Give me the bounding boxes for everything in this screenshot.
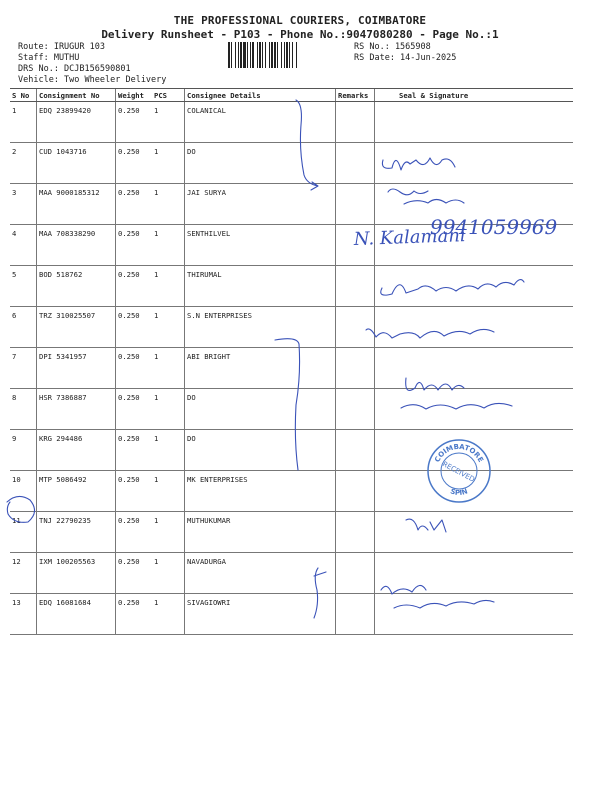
cell-consignment-no: TRZ 310025507 [37, 307, 116, 348]
table-row [10, 348, 573, 389]
cell-consignment-no: MTP 5086492 [37, 471, 116, 512]
cell-weight: 0.250 [116, 430, 153, 471]
drs-number: DRS No.: DCJB156590801 [18, 64, 131, 74]
barcode-bar [296, 42, 297, 68]
cell-seal-signature [375, 348, 574, 389]
cell-remarks [336, 184, 375, 225]
cell-consignee: COLANICAL [185, 102, 336, 143]
barcode-bar [274, 42, 276, 68]
barcode-bar [286, 42, 288, 68]
cell-sno: 6 [10, 307, 37, 348]
vehicle-info: Vehicle: Two Wheeler Delivery [18, 75, 167, 85]
cell-weight: 0.250 [116, 102, 153, 143]
cell-pcs: 1 [152, 184, 185, 225]
barcode-bar [269, 42, 270, 68]
cell-consignee: DO [185, 430, 336, 471]
cell-seal-signature [375, 307, 574, 348]
cell-weight: 0.250 [116, 553, 153, 594]
cell-seal-signature [375, 102, 574, 143]
cell-sno: 4 [10, 225, 37, 266]
table-row [10, 307, 573, 348]
cell-consignee: JAI SURYA [185, 184, 336, 225]
cell-remarks [336, 553, 375, 594]
cell-consignee: DO [185, 143, 336, 184]
cell-remarks [336, 594, 375, 635]
cell-sno: 13 [10, 594, 37, 635]
cell-remarks [336, 266, 375, 307]
cell-sno: 11 [10, 512, 37, 553]
barcode-bar [281, 42, 282, 68]
cell-remarks [336, 307, 375, 348]
stamp-middle-text: RECEIVED [441, 460, 476, 484]
cell-remarks [336, 389, 375, 430]
col-weight: Weight [116, 89, 153, 102]
barcode-bar [252, 42, 254, 68]
cell-weight: 0.250 [116, 266, 153, 307]
cell-consignee: DO [185, 389, 336, 430]
cell-consignee: SENTHILVEL [185, 225, 336, 266]
cell-remarks [336, 471, 375, 512]
cell-remarks [336, 225, 375, 266]
cell-consignee: THIRUMAL [185, 266, 336, 307]
rs-number: RS No.: 1565908 [354, 42, 431, 52]
stamp-bottom-text: SPIN [449, 487, 469, 498]
cell-pcs: 1 [152, 471, 185, 512]
cell-consignment-no: BOD 518762 [37, 266, 116, 307]
cell-seal-signature [375, 512, 574, 553]
table-row [10, 143, 573, 184]
cell-sno: 7 [10, 348, 37, 389]
cell-sno: 3 [10, 184, 37, 225]
cell-pcs: 1 [152, 594, 185, 635]
cell-pcs: 1 [152, 102, 185, 143]
cell-consignee: NAVADURGA [185, 553, 336, 594]
col-sno: S No [10, 89, 37, 102]
cell-sno: 10 [10, 471, 37, 512]
cell-seal-signature [375, 594, 574, 635]
cell-pcs: 1 [152, 512, 185, 553]
cell-pcs: 1 [152, 225, 185, 266]
cell-sno: 1 [10, 102, 37, 143]
table-row [10, 389, 573, 430]
col-seal-signature: Seal & Signature [375, 89, 574, 102]
company-title: THE PROFESSIONAL COURIERS, COIMBATORE [173, 14, 427, 27]
cell-pcs: 1 [152, 307, 185, 348]
cell-pcs: 1 [152, 348, 185, 389]
cell-seal-signature [375, 225, 574, 266]
rs-date: RS Date: 14-Jun-2025 [354, 53, 457, 63]
cell-weight: 0.250 [116, 348, 153, 389]
cell-consignment-no: DPI 5341957 [37, 348, 116, 389]
cell-remarks [336, 143, 375, 184]
stamp-top-text: COIMBATORE [433, 442, 485, 464]
cell-remarks [336, 348, 375, 389]
barcode-bar [277, 42, 278, 68]
table-row [10, 512, 573, 553]
barcode-bar [235, 42, 236, 68]
cell-weight: 0.250 [116, 512, 153, 553]
col-pcs: PCS [152, 89, 185, 102]
handwritten-phone: 9941059969 [430, 215, 558, 239]
cell-consignment-no: EDQ 16081684 [37, 594, 116, 635]
table-row [10, 553, 573, 594]
cell-consignee: MUTHUKUMAR [185, 512, 336, 553]
barcode-bar [228, 42, 230, 68]
cell-consignment-no: EDQ 23899420 [37, 102, 116, 143]
cell-sno: 9 [10, 430, 37, 471]
barcode-bar [259, 42, 261, 68]
cell-weight: 0.250 [116, 143, 153, 184]
table-row [10, 184, 573, 225]
cell-pcs: 1 [152, 430, 185, 471]
cell-weight: 0.250 [116, 389, 153, 430]
cell-weight: 0.250 [116, 225, 153, 266]
table-row [10, 594, 573, 635]
cell-consignee: SIVAGIOWRI [185, 594, 336, 635]
cell-consignee: MK ENTERPRISES [185, 471, 336, 512]
cell-seal-signature [375, 143, 574, 184]
cell-seal-signature [375, 184, 574, 225]
staff-info: Staff: MUTHU [18, 53, 80, 63]
cell-sno: 8 [10, 389, 37, 430]
cell-consignment-no: HSR 7386887 [37, 389, 116, 430]
cell-seal-signature [375, 389, 574, 430]
cell-sno: 12 [10, 553, 37, 594]
cell-consignment-no: KRG 294486 [37, 430, 116, 471]
table-row [10, 266, 573, 307]
cell-pcs: 1 [152, 266, 185, 307]
col-consignee: Consignee Details [185, 89, 336, 102]
barcode-bar [289, 42, 290, 68]
cell-pcs: 1 [152, 553, 185, 594]
cell-consignee: ABI BRIGHT [185, 348, 336, 389]
table-row [10, 225, 573, 266]
barcode-bar [231, 42, 232, 68]
received-stamp [426, 438, 492, 504]
col-remarks: Remarks [336, 89, 375, 102]
cell-remarks [336, 102, 375, 143]
barcode-bar [238, 42, 239, 68]
route-info: Route: IRUGUR 103 [18, 42, 105, 52]
cell-consignment-no: MAA 708338290 [37, 225, 116, 266]
cell-sno: 5 [10, 266, 37, 307]
table-row [10, 102, 573, 143]
barcode-bar [292, 42, 293, 68]
cell-weight: 0.250 [116, 594, 153, 635]
cell-consignment-no: MAA 9000185312 [37, 184, 116, 225]
cell-sno: 2 [10, 143, 37, 184]
barcode-bar [257, 42, 258, 68]
table-header-row [10, 89, 573, 102]
barcode-bar [284, 42, 285, 68]
barcode-bar [250, 42, 251, 68]
cell-weight: 0.250 [116, 471, 153, 512]
barcode-bar [271, 42, 273, 68]
cell-pcs: 1 [152, 389, 185, 430]
barcode-bar [240, 42, 242, 68]
cell-consignee: S.N ENTERPRISES [185, 307, 336, 348]
runsheet-title: Delivery Runsheet - P103 - Phone No.:9047080280 - Page No.:1 [101, 28, 499, 41]
barcode-bar [247, 42, 248, 68]
cell-remarks [336, 512, 375, 553]
cell-weight: 0.250 [116, 307, 153, 348]
barcode [228, 42, 344, 68]
cell-pcs: 1 [152, 143, 185, 184]
cell-consignment-no: CUD 1043716 [37, 143, 116, 184]
col-consignment: Consignment No [37, 89, 116, 102]
cell-seal-signature [375, 553, 574, 594]
barcode-bar [262, 42, 263, 68]
cell-consignment-no: TNJ 22790235 [37, 512, 116, 553]
cell-weight: 0.250 [116, 184, 153, 225]
handwritten-name: N. Kalamani [353, 225, 466, 250]
cell-remarks [336, 430, 375, 471]
barcode-bar [265, 42, 266, 68]
cell-seal-signature [375, 266, 574, 307]
cell-consignment-no: IXM 100205563 [37, 553, 116, 594]
barcode-bar [243, 42, 246, 68]
runsheet-table [10, 88, 573, 635]
